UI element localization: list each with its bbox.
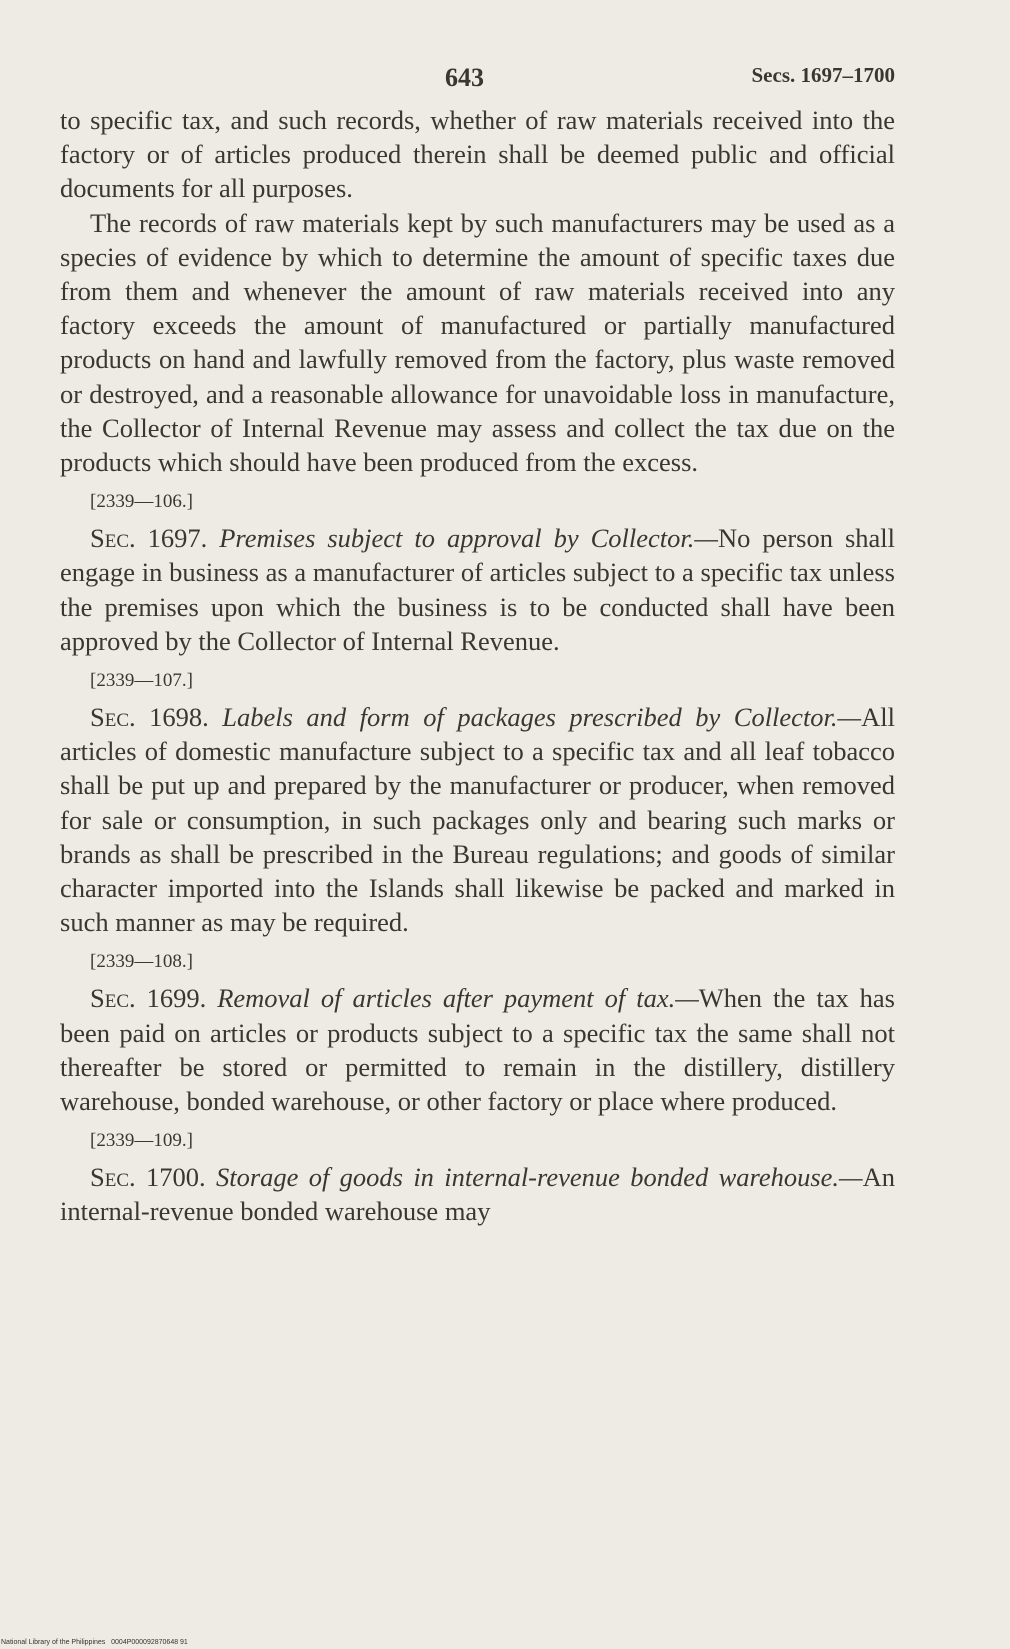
section-label: Sec. 1700. (90, 1162, 206, 1193)
page-number: 643 (445, 63, 484, 92)
paragraph: to specific tax, and such records, whether of raw materials received into the factory or of articles produced therein shall be deemed public and official documents for all purposes. (60, 105, 895, 204)
library-name: National Library of the Philippines (1, 1639, 106, 1646)
citation: [2339—106.] (90, 491, 193, 513)
section-1698 (60, 700, 895, 939)
section-1700 (60, 1160, 895, 1228)
section-label: Sec. 1697. (90, 523, 208, 554)
section-text: No person shall engage in business as a manufacturer of articles subject to a specific tax unless the premises upon which the business is to be conducted shall have been approved by the Collector of Internal Revenue. (60, 523, 895, 656)
section-title: Removal of articles after payment of tax.— (217, 983, 699, 1014)
section-title: Premises subject to approval by Collector.— (219, 523, 718, 554)
section-label: Sec. 1698. (90, 702, 209, 733)
citation: [2339—108.] (90, 951, 193, 973)
citation: [2339—109.] (90, 1130, 193, 1152)
scan-id: 0004P000092870648 91 (111, 1639, 188, 1646)
scan-footer (1, 1639, 188, 1646)
section-range: Secs. 1697–1700 (751, 63, 895, 87)
section-1697 (60, 521, 895, 658)
section-text: All articles of domestic manufacture subject to a specific tax and all leaf tobacco shall be put up and prepared by the manufacturer or producer, when removed for sale or consumption, in such packages only and bearing such marks or brands as shall be prescribed in the Bureau regulations; and goods of similar character imported into the Islands shall likewise be packed and marked in such manner as may be required. (60, 702, 895, 938)
paragraph: The records of raw materials kept by such manufacturers may be used as a species of evidence by which to determine the amount of specific taxes due from them and whenever the amount of raw materials received into any factory exceeds the amount of manufactured or partially manufactured products on hand and lawfully removed from the factory, plus waste removed or destroyed, and a reasonable allowance for unavoidable loss in manufacture, the Collector of Internal Revenue may assess and collect the tax due on the products which should have been produced from the excess. (60, 207, 895, 478)
section-label: Sec. 1699. (90, 983, 207, 1014)
section-text: An internal-revenue bonded warehouse may (60, 1162, 895, 1227)
body-text (60, 103, 895, 1229)
page-header (60, 55, 895, 95)
section-1699 (60, 981, 895, 1118)
section-text: When the tax has been paid on articles or products subject to a specific tax the same shall not thereafter be stored or permitted to remain in the distillery, distillery warehouse, bonded warehouse, or other factory or place where produced. (60, 983, 895, 1117)
section-title: Storage of goods in internal-revenue bonded warehouse.— (215, 1162, 863, 1193)
section-title: Labels and form of packages prescribed by Collector.— (222, 702, 862, 733)
citation: [2339—107.] (90, 670, 193, 692)
document-page (60, 55, 895, 1229)
